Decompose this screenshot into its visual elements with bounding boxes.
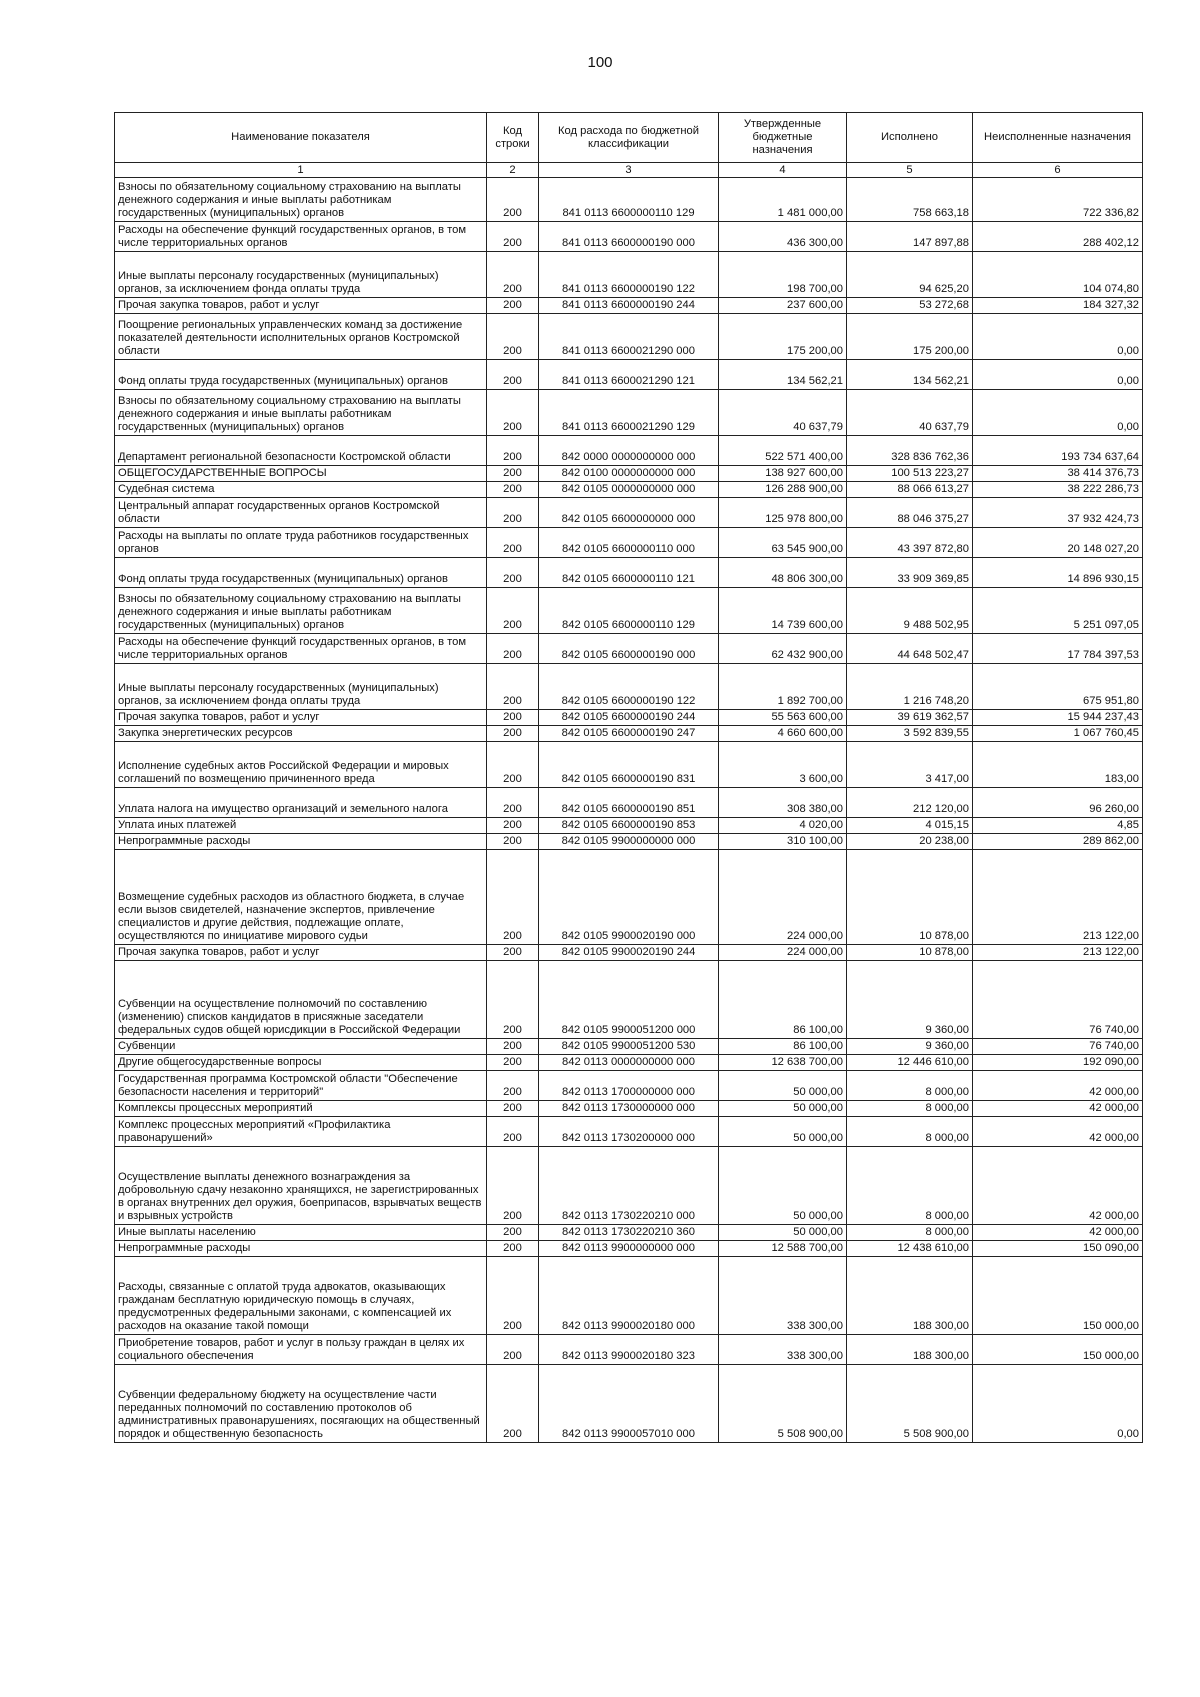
- row-unexecuted-cell: 193 734 637,64: [973, 436, 1143, 466]
- row-unexecuted-cell: 150 000,00: [973, 1257, 1143, 1335]
- row-approved-cell: 63 545 900,00: [719, 528, 847, 558]
- table-row: [115, 482, 1143, 498]
- table-row: [115, 1039, 1143, 1055]
- row-name-cell: Уплата иных платежей: [115, 818, 487, 834]
- table-row: [115, 390, 1143, 436]
- row-expense-code-cell: 842 0105 6600000190 244: [539, 710, 719, 726]
- row-line-code-cell: 200: [487, 664, 539, 710]
- row-name-cell: Взносы по обязательному социальному страхованию на выплаты денежного содержания и иные выплаты работникам государственных (муниципальных) органов: [115, 178, 487, 222]
- table-row: [115, 710, 1143, 726]
- table-row: [115, 588, 1143, 634]
- row-expense-code-cell: 842 0105 0000000000 000: [539, 482, 719, 498]
- row-executed-cell: 44 648 502,47: [847, 634, 973, 664]
- row-unexecuted-cell: 96 260,00: [973, 788, 1143, 818]
- row-executed-cell: 20 238,00: [847, 834, 973, 850]
- row-approved-cell: 4 660 600,00: [719, 726, 847, 742]
- row-unexecuted-cell: 288 402,12: [973, 222, 1143, 252]
- row-expense-code-cell: 842 0105 6600000190 000: [539, 634, 719, 664]
- table-row: [115, 742, 1143, 788]
- row-expense-code-cell: 842 0100 0000000000 000: [539, 466, 719, 482]
- column-header-expense-code: Код расхода по бюджетной классификации: [539, 113, 719, 163]
- row-executed-cell: 212 120,00: [847, 788, 973, 818]
- row-approved-cell: 12 588 700,00: [719, 1241, 847, 1257]
- row-approved-cell: 310 100,00: [719, 834, 847, 850]
- row-expense-code-cell: 842 0105 6600000000 000: [539, 498, 719, 528]
- row-executed-cell: 5 508 900,00: [847, 1365, 973, 1443]
- row-name-cell: Субвенции на осуществление полномочий по составлению (изменению) списков кандидатов в присяжные заседатели федеральных судов общей юрисдикции в Российской Федерации: [115, 961, 487, 1039]
- row-executed-cell: 9 360,00: [847, 1039, 973, 1055]
- row-approved-cell: 86 100,00: [719, 961, 847, 1039]
- row-executed-cell: 12 446 610,00: [847, 1055, 973, 1071]
- row-executed-cell: 8 000,00: [847, 1147, 973, 1225]
- row-name-cell: Приобретение товаров, работ и услуг в пользу граждан в целях их социального обеспечения: [115, 1335, 487, 1365]
- row-expense-code-cell: 842 0105 9900051200 000: [539, 961, 719, 1039]
- row-executed-cell: 147 897,88: [847, 222, 973, 252]
- row-expense-code-cell: 842 0105 6600000190 247: [539, 726, 719, 742]
- row-line-code-cell: 200: [487, 1241, 539, 1257]
- row-line-code-cell: 200: [487, 360, 539, 390]
- row-approved-cell: 86 100,00: [719, 1039, 847, 1055]
- row-approved-cell: 308 380,00: [719, 788, 847, 818]
- row-name-cell: Возмещение судебных расходов из областного бюджета, в случае если вызов свидетелей, назначение экспертов, привлечение специалистов и другие действия, подлежащие оплате, осуществляются по инициативе мирового судьи: [115, 850, 487, 945]
- column-number: 2: [487, 163, 539, 178]
- row-expense-code-cell: 842 0105 9900020190 244: [539, 945, 719, 961]
- row-unexecuted-cell: 14 896 930,15: [973, 558, 1143, 588]
- row-approved-cell: 237 600,00: [719, 298, 847, 314]
- row-expense-code-cell: 842 0113 0000000000 000: [539, 1055, 719, 1071]
- row-name-cell: Департамент региональной безопасности Костромской области: [115, 436, 487, 466]
- row-executed-cell: 10 878,00: [847, 945, 973, 961]
- row-executed-cell: 4 015,15: [847, 818, 973, 834]
- row-name-cell: Другие общегосударственные вопросы: [115, 1055, 487, 1071]
- row-expense-code-cell: 842 0105 6600000190 831: [539, 742, 719, 788]
- row-name-cell: Комплексы процессных мероприятий: [115, 1101, 487, 1117]
- row-line-code-cell: 200: [487, 1147, 539, 1225]
- row-approved-cell: 4 020,00: [719, 818, 847, 834]
- row-name-cell: Прочая закупка товаров, работ и услуг: [115, 945, 487, 961]
- row-approved-cell: 1 481 000,00: [719, 178, 847, 222]
- row-name-cell: Расходы, связанные с оплатой труда адвокатов, оказывающих гражданам бесплатную юридическую помощь в случаях, предусмотренных федеральными законами, с компенсацией их расходов на оказание такой помощи: [115, 1257, 487, 1335]
- row-line-code-cell: 200: [487, 1055, 539, 1071]
- row-line-code-cell: 200: [487, 390, 539, 436]
- row-name-cell: Закупка энергетических ресурсов: [115, 726, 487, 742]
- row-approved-cell: 50 000,00: [719, 1071, 847, 1101]
- row-unexecuted-cell: 37 932 424,73: [973, 498, 1143, 528]
- row-unexecuted-cell: 38 222 286,73: [973, 482, 1143, 498]
- row-expense-code-cell: 841 0113 6600000110 129: [539, 178, 719, 222]
- table-row: [115, 1335, 1143, 1365]
- column-number: 5: [847, 163, 973, 178]
- row-line-code-cell: 200: [487, 222, 539, 252]
- row-approved-cell: 522 571 400,00: [719, 436, 847, 466]
- table-row: [115, 834, 1143, 850]
- row-unexecuted-cell: 42 000,00: [973, 1117, 1143, 1147]
- table-row: [115, 528, 1143, 558]
- row-expense-code-cell: 842 0113 9900000000 000: [539, 1241, 719, 1257]
- row-expense-code-cell: 842 0105 9900020190 000: [539, 850, 719, 945]
- row-approved-cell: 55 563 600,00: [719, 710, 847, 726]
- row-unexecuted-cell: 0,00: [973, 1365, 1143, 1443]
- row-line-code-cell: 200: [487, 634, 539, 664]
- row-expense-code-cell: 842 0105 6600000190 853: [539, 818, 719, 834]
- row-unexecuted-cell: 192 090,00: [973, 1055, 1143, 1071]
- row-executed-cell: 10 878,00: [847, 850, 973, 945]
- row-executed-cell: 8 000,00: [847, 1117, 973, 1147]
- row-name-cell: Центральный аппарат государственных органов Костромской области: [115, 498, 487, 528]
- row-line-code-cell: 200: [487, 1225, 539, 1241]
- table-row: [115, 1225, 1143, 1241]
- row-unexecuted-cell: 42 000,00: [973, 1147, 1143, 1225]
- row-approved-cell: 134 562,21: [719, 360, 847, 390]
- table-row: [115, 945, 1143, 961]
- row-executed-cell: 12 438 610,00: [847, 1241, 973, 1257]
- row-approved-cell: 14 739 600,00: [719, 588, 847, 634]
- row-executed-cell: 1 216 748,20: [847, 664, 973, 710]
- table-row: [115, 961, 1143, 1039]
- row-executed-cell: 134 562,21: [847, 360, 973, 390]
- row-unexecuted-cell: 42 000,00: [973, 1101, 1143, 1117]
- row-unexecuted-cell: 183,00: [973, 742, 1143, 788]
- row-approved-cell: 50 000,00: [719, 1225, 847, 1241]
- row-unexecuted-cell: 5 251 097,05: [973, 588, 1143, 634]
- row-approved-cell: 12 638 700,00: [719, 1055, 847, 1071]
- row-expense-code-cell: 842 0113 9900057010 000: [539, 1365, 719, 1443]
- row-approved-cell: 175 200,00: [719, 314, 847, 360]
- row-executed-cell: 3 417,00: [847, 742, 973, 788]
- row-unexecuted-cell: 104 074,80: [973, 252, 1143, 298]
- row-name-cell: Прочая закупка товаров, работ и услуг: [115, 298, 487, 314]
- table-row: [115, 466, 1143, 482]
- row-line-code-cell: 200: [487, 178, 539, 222]
- row-approved-cell: 126 288 900,00: [719, 482, 847, 498]
- row-executed-cell: 9 360,00: [847, 961, 973, 1039]
- table-row: [115, 222, 1143, 252]
- row-name-cell: Взносы по обязательному социальному страхованию на выплаты денежного содержания и иные выплаты работникам государственных (муниципальных) органов: [115, 390, 487, 436]
- table-row: [115, 726, 1143, 742]
- row-unexecuted-cell: 76 740,00: [973, 1039, 1143, 1055]
- row-approved-cell: 338 300,00: [719, 1335, 847, 1365]
- row-expense-code-cell: 842 0113 1730220210 360: [539, 1225, 719, 1241]
- row-line-code-cell: 200: [487, 1117, 539, 1147]
- row-unexecuted-cell: 42 000,00: [973, 1071, 1143, 1101]
- row-name-cell: Комплекс процессных мероприятий «Профилактика правонарушений»: [115, 1117, 487, 1147]
- row-approved-cell: 198 700,00: [719, 252, 847, 298]
- row-executed-cell: 40 637,79: [847, 390, 973, 436]
- column-number: 4: [719, 163, 847, 178]
- budget-execution-table: [114, 112, 1143, 1443]
- row-line-code-cell: 200: [487, 588, 539, 634]
- row-unexecuted-cell: 289 862,00: [973, 834, 1143, 850]
- row-line-code-cell: 200: [487, 1335, 539, 1365]
- table-row: [115, 252, 1143, 298]
- row-executed-cell: 8 000,00: [847, 1071, 973, 1101]
- row-unexecuted-cell: 38 414 376,73: [973, 466, 1143, 482]
- row-approved-cell: 224 000,00: [719, 945, 847, 961]
- row-unexecuted-cell: 4,85: [973, 818, 1143, 834]
- row-unexecuted-cell: 17 784 397,53: [973, 634, 1143, 664]
- row-name-cell: Взносы по обязательному социальному страхованию на выплаты денежного содержания и иные выплаты работникам государственных (муниципальных) органов: [115, 588, 487, 634]
- row-approved-cell: 50 000,00: [719, 1117, 847, 1147]
- row-line-code-cell: 200: [487, 818, 539, 834]
- row-name-cell: Расходы на выплаты по оплате труда работников государственных органов: [115, 528, 487, 558]
- row-line-code-cell: 200: [487, 834, 539, 850]
- row-executed-cell: 8 000,00: [847, 1101, 973, 1117]
- column-header-unexecuted: Неисполненные назначения: [973, 113, 1143, 163]
- table-row: [115, 558, 1143, 588]
- row-expense-code-cell: 842 0105 9900051200 530: [539, 1039, 719, 1055]
- row-line-code-cell: 200: [487, 314, 539, 360]
- table-row: [115, 1257, 1143, 1335]
- row-unexecuted-cell: 20 148 027,20: [973, 528, 1143, 558]
- table-row: [115, 1365, 1143, 1443]
- column-header-approved: Утвержденные бюджетные назначения: [719, 113, 847, 163]
- row-executed-cell: 88 066 613,27: [847, 482, 973, 498]
- row-name-cell: Расходы на обеспечение функций государственных органов, в том числе территориальных органов: [115, 222, 487, 252]
- table-row: [115, 178, 1143, 222]
- row-name-cell: Иные выплаты населению: [115, 1225, 487, 1241]
- row-name-cell: Прочая закупка товаров, работ и услуг: [115, 710, 487, 726]
- row-line-code-cell: 200: [487, 482, 539, 498]
- table-row: [115, 850, 1143, 945]
- row-name-cell: Уплата налога на имущество организаций и земельного налога: [115, 788, 487, 818]
- table-row: [115, 788, 1143, 818]
- row-line-code-cell: 200: [487, 726, 539, 742]
- row-unexecuted-cell: 722 336,82: [973, 178, 1143, 222]
- row-executed-cell: 43 397 872,80: [847, 528, 973, 558]
- row-approved-cell: 338 300,00: [719, 1257, 847, 1335]
- row-expense-code-cell: 842 0113 1730220210 000: [539, 1147, 719, 1225]
- row-approved-cell: 436 300,00: [719, 222, 847, 252]
- row-line-code-cell: 200: [487, 1365, 539, 1443]
- row-line-code-cell: 200: [487, 1257, 539, 1335]
- row-name-cell: Государственная программа Костромской области "Обеспечение безопасности населения и территорий": [115, 1071, 487, 1101]
- row-expense-code-cell: 841 0113 6600000190 122: [539, 252, 719, 298]
- column-header-line-code: Код строки: [487, 113, 539, 163]
- row-line-code-cell: 200: [487, 252, 539, 298]
- row-line-code-cell: 200: [487, 1101, 539, 1117]
- row-line-code-cell: 200: [487, 1071, 539, 1101]
- row-name-cell: ОБЩЕГОСУДАРСТВЕННЫЕ ВОПРОСЫ: [115, 466, 487, 482]
- column-header-executed: Исполнено: [847, 113, 973, 163]
- row-expense-code-cell: 842 0105 6600000110 129: [539, 588, 719, 634]
- row-name-cell: Непрограммные расходы: [115, 834, 487, 850]
- row-executed-cell: 188 300,00: [847, 1335, 973, 1365]
- table-row: [115, 1071, 1143, 1101]
- row-approved-cell: 48 806 300,00: [719, 558, 847, 588]
- table-row: [115, 664, 1143, 710]
- row-unexecuted-cell: 675 951,80: [973, 664, 1143, 710]
- row-expense-code-cell: 842 0000 0000000000 000: [539, 436, 719, 466]
- row-name-cell: Иные выплаты персоналу государственных (муниципальных) органов, за исключением фонда оплаты труда: [115, 252, 487, 298]
- row-executed-cell: 88 046 375,27: [847, 498, 973, 528]
- row-approved-cell: 5 508 900,00: [719, 1365, 847, 1443]
- table-row: [115, 436, 1143, 466]
- table-row: [115, 634, 1143, 664]
- row-approved-cell: 50 000,00: [719, 1147, 847, 1225]
- row-executed-cell: 33 909 369,85: [847, 558, 973, 588]
- row-line-code-cell: 200: [487, 498, 539, 528]
- row-executed-cell: 3 592 839,55: [847, 726, 973, 742]
- row-approved-cell: 224 000,00: [719, 850, 847, 945]
- row-unexecuted-cell: 0,00: [973, 390, 1143, 436]
- row-expense-code-cell: 841 0113 6600021290 129: [539, 390, 719, 436]
- row-expense-code-cell: 841 0113 6600000190 244: [539, 298, 719, 314]
- table-row: [115, 1101, 1143, 1117]
- row-expense-code-cell: 842 0113 9900020180 000: [539, 1257, 719, 1335]
- table-row: [115, 314, 1143, 360]
- row-name-cell: Исполнение судебных актов Российской Федерации и мировых соглашений по возмещению причиненного вреда: [115, 742, 487, 788]
- row-approved-cell: 138 927 600,00: [719, 466, 847, 482]
- row-expense-code-cell: 842 0113 1700000000 000: [539, 1071, 719, 1101]
- row-name-cell: Расходы на обеспечение функций государственных органов, в том числе территориальных органов: [115, 634, 487, 664]
- row-executed-cell: 188 300,00: [847, 1257, 973, 1335]
- row-line-code-cell: 200: [487, 961, 539, 1039]
- row-name-cell: Непрограммные расходы: [115, 1241, 487, 1257]
- row-expense-code-cell: 842 0105 6600000110 121: [539, 558, 719, 588]
- row-unexecuted-cell: 184 327,32: [973, 298, 1143, 314]
- row-name-cell: Фонд оплаты труда государственных (муниципальных) органов: [115, 558, 487, 588]
- table-row: [115, 498, 1143, 528]
- row-executed-cell: 94 625,20: [847, 252, 973, 298]
- table-row: [115, 1117, 1143, 1147]
- row-line-code-cell: 200: [487, 742, 539, 788]
- column-number: 3: [539, 163, 719, 178]
- column-number: 6: [973, 163, 1143, 178]
- row-executed-cell: 53 272,68: [847, 298, 973, 314]
- row-expense-code-cell: 842 0105 6600000110 000: [539, 528, 719, 558]
- table-row: [115, 360, 1143, 390]
- table-body: [115, 178, 1143, 1443]
- row-line-code-cell: 200: [487, 298, 539, 314]
- page-number: 100: [587, 54, 613, 71]
- row-unexecuted-cell: 1 067 760,45: [973, 726, 1143, 742]
- row-expense-code-cell: 842 0105 9900000000 000: [539, 834, 719, 850]
- row-executed-cell: 39 619 362,57: [847, 710, 973, 726]
- row-executed-cell: 328 836 762,36: [847, 436, 973, 466]
- row-executed-cell: 758 663,18: [847, 178, 973, 222]
- row-unexecuted-cell: 150 000,00: [973, 1335, 1143, 1365]
- row-expense-code-cell: 841 0113 6600021290 121: [539, 360, 719, 390]
- row-unexecuted-cell: 213 122,00: [973, 945, 1143, 961]
- row-name-cell: Иные выплаты персоналу государственных (муниципальных) органов, за исключением фонда оплаты труда: [115, 664, 487, 710]
- row-name-cell: Фонд оплаты труда государственных (муниципальных) органов: [115, 360, 487, 390]
- row-approved-cell: 1 892 700,00: [719, 664, 847, 710]
- table-row: [115, 1147, 1143, 1225]
- header-row: [115, 113, 1143, 163]
- row-name-cell: Судебная система: [115, 482, 487, 498]
- row-executed-cell: 9 488 502,95: [847, 588, 973, 634]
- row-expense-code-cell: 841 0113 6600000190 000: [539, 222, 719, 252]
- row-approved-cell: 62 432 900,00: [719, 634, 847, 664]
- row-line-code-cell: 200: [487, 558, 539, 588]
- row-expense-code-cell: 842 0113 9900020180 323: [539, 1335, 719, 1365]
- row-unexecuted-cell: 42 000,00: [973, 1225, 1143, 1241]
- table-row: [115, 298, 1143, 314]
- table-row: [115, 1055, 1143, 1071]
- row-line-code-cell: 200: [487, 1039, 539, 1055]
- row-line-code-cell: 200: [487, 436, 539, 466]
- row-unexecuted-cell: 150 090,00: [973, 1241, 1143, 1257]
- row-unexecuted-cell: 213 122,00: [973, 850, 1143, 945]
- row-expense-code-cell: 842 0113 1730200000 000: [539, 1117, 719, 1147]
- row-name-cell: Субвенции федеральному бюджету на осуществление части переданных полномочий по составлению протоколов об административных правонарушениях, посягающих на общественный порядок и общественную безопасность: [115, 1365, 487, 1443]
- row-expense-code-cell: 841 0113 6600021290 000: [539, 314, 719, 360]
- row-approved-cell: 3 600,00: [719, 742, 847, 788]
- row-expense-code-cell: 842 0105 6600000190 122: [539, 664, 719, 710]
- row-approved-cell: 125 978 800,00: [719, 498, 847, 528]
- table-row: [115, 818, 1143, 834]
- row-approved-cell: 50 000,00: [719, 1101, 847, 1117]
- row-unexecuted-cell: 15 944 237,43: [973, 710, 1143, 726]
- row-name-cell: Поощрение региональных управленческих команд за достижение показателей деятельности исполнительных органов Костромской области: [115, 314, 487, 360]
- row-executed-cell: 175 200,00: [847, 314, 973, 360]
- table-row: [115, 1241, 1143, 1257]
- row-expense-code-cell: 842 0113 1730000000 000: [539, 1101, 719, 1117]
- row-name-cell: Субвенции: [115, 1039, 487, 1055]
- row-expense-code-cell: 842 0105 6600000190 851: [539, 788, 719, 818]
- row-unexecuted-cell: 0,00: [973, 360, 1143, 390]
- column-number: 1: [115, 163, 487, 178]
- row-line-code-cell: 200: [487, 710, 539, 726]
- column-header-name: Наименование показателя: [115, 113, 487, 163]
- row-line-code-cell: 200: [487, 466, 539, 482]
- row-executed-cell: 100 513 223,27: [847, 466, 973, 482]
- row-approved-cell: 40 637,79: [719, 390, 847, 436]
- row-line-code-cell: 200: [487, 528, 539, 558]
- column-number-row: [115, 163, 1143, 178]
- row-name-cell: Осуществление выплаты денежного вознаграждения за добровольную сдачу незаконно хранящихся, не зарегистрированных в органах внутренних дел оружия, боеприпасов, взрывчатых веществ и взрывных устройств: [115, 1147, 487, 1225]
- row-executed-cell: 8 000,00: [847, 1225, 973, 1241]
- row-line-code-cell: 200: [487, 850, 539, 945]
- row-unexecuted-cell: 76 740,00: [973, 961, 1143, 1039]
- row-unexecuted-cell: 0,00: [973, 314, 1143, 360]
- row-line-code-cell: 200: [487, 945, 539, 961]
- row-line-code-cell: 200: [487, 788, 539, 818]
